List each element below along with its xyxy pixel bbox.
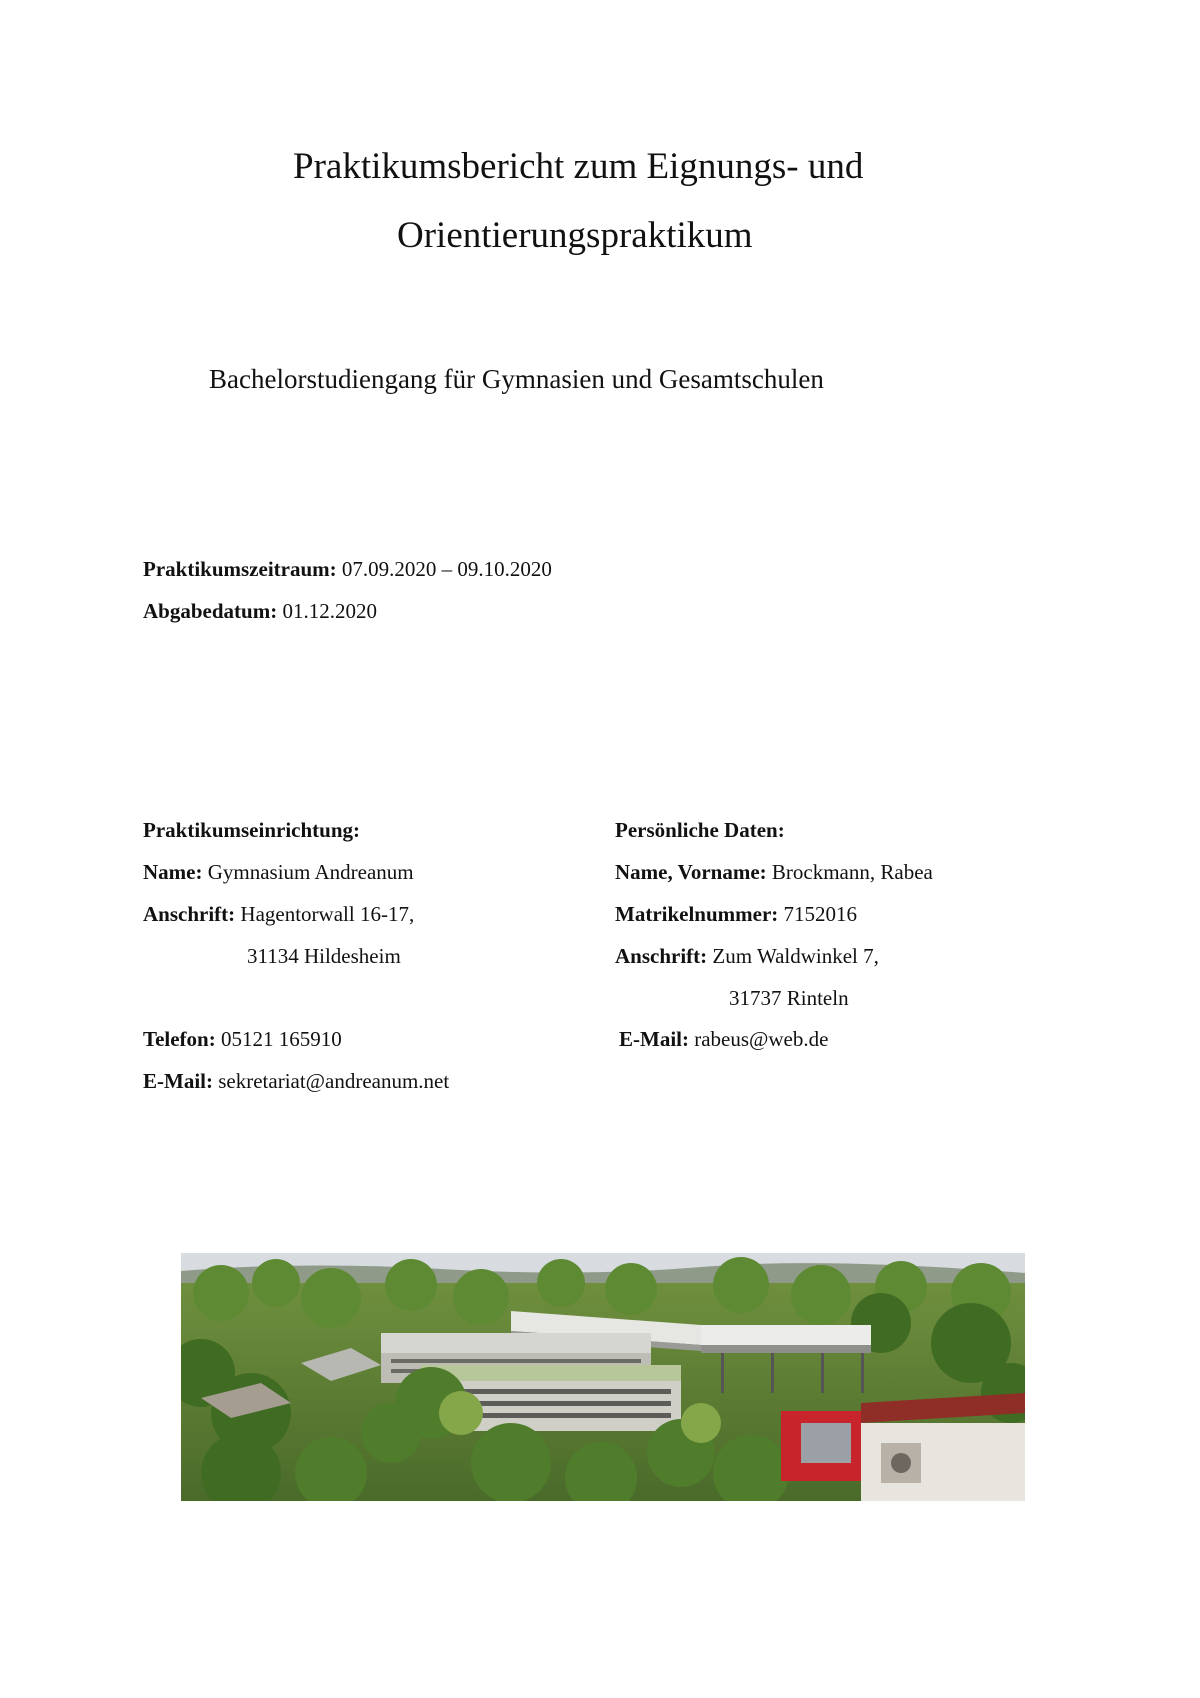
institution-phone-value: 05121 165910 <box>220 1027 342 1051</box>
due-value: 01.12.2020 <box>282 599 377 623</box>
school-photo <box>181 1253 1025 1501</box>
institution-address-line2: 31134 Hildesheim <box>247 944 401 968</box>
personal-name-row <box>615 860 933 885</box>
personal-email-row <box>619 1027 828 1052</box>
period-value: 07.09.2020 – 09.10.2020 <box>341 557 552 581</box>
institution-phone-row <box>143 1027 342 1052</box>
institution-name-row <box>143 860 414 885</box>
personal-address-row <box>615 944 879 969</box>
personal-address-line1: Zum Waldwinkel 7, <box>712 944 879 968</box>
institution-address-row <box>143 902 414 927</box>
institution-email-label: E-Mail: <box>143 1069 213 1093</box>
due-row <box>143 599 377 624</box>
period-label: Praktikumszeitraum: <box>143 557 337 581</box>
title-line-1: Praktikumsbericht zum Eignungs- und <box>293 146 864 187</box>
institution-email-row <box>143 1069 449 1094</box>
personal-name-label: Name, Vorname: <box>615 860 767 884</box>
period-row <box>143 557 552 582</box>
title-line-2: Orientierungspraktikum <box>397 215 753 256</box>
institution-name-value: Gymnasium Andreanum <box>207 860 414 884</box>
institution-phone-label: Telefon: <box>143 1027 216 1051</box>
institution-heading: Praktikumseinrichtung: <box>143 818 361 842</box>
due-label: Abgabedatum: <box>143 599 278 623</box>
personal-email-value: rabeus@web.de <box>694 1027 829 1051</box>
personal-heading: Persönliche Daten: <box>615 818 785 842</box>
personal-address-label: Anschrift: <box>615 944 708 968</box>
personal-matrikel-label: Matrikelnummer: <box>615 902 779 926</box>
personal-matrikel-row <box>615 902 857 927</box>
institution-email-value: sekretariat@andreanum.net <box>218 1069 450 1093</box>
institution-address-line1: Hagentorwall 16-17, <box>240 902 415 926</box>
personal-matrikel-value: 7152016 <box>783 902 858 926</box>
institution-address-label: Anschrift: <box>143 902 236 926</box>
subtitle: Bachelorstudiengang für Gymnasien und Gesamtschulen <box>209 364 824 394</box>
personal-address-line2: 31737 Rinteln <box>729 986 849 1010</box>
personal-name-value: Brockmann, Rabea <box>771 860 933 884</box>
institution-name-label: Name: <box>143 860 203 884</box>
personal-email-label: E-Mail: <box>619 1027 689 1051</box>
